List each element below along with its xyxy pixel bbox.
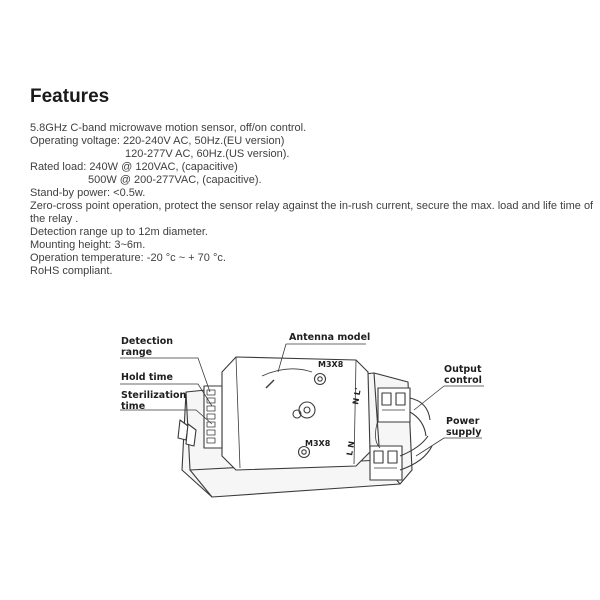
label-sterilization-time: Sterilization	[121, 390, 187, 401]
terminal-marking-power: L N	[345, 440, 357, 457]
terminal-marking-output: N L'	[351, 387, 363, 406]
feature-line: Stand-by power: <0.5w.	[30, 187, 146, 199]
label-hold-time: Hold time	[121, 372, 173, 383]
label-power-supply-2: supply	[446, 427, 482, 438]
label-detection-range-2: range	[121, 347, 153, 358]
features-heading: Features	[30, 86, 110, 107]
feature-line: Rated load: 240W @ 120VAC, (capacitive)	[30, 161, 238, 173]
feature-line: 5.8GHz C-band microwave motion sensor, off/on control.	[30, 122, 307, 134]
label-antenna-model: Antenna model	[289, 332, 371, 343]
label-sterilization-time-2: time	[121, 401, 146, 412]
feature-line: 500W @ 200-277VAC, (capacitive).	[88, 174, 262, 186]
feature-line: Operation temperature: -20 °c ~ + 70 °c.	[30, 252, 226, 264]
feature-line: 120-277V AC, 60Hz.(US version).	[125, 148, 290, 160]
label-detection-range: Detection	[121, 336, 174, 347]
feature-line: RoHS compliant.	[30, 265, 113, 277]
feature-line: Operating voltage: 220-240V AC, 50Hz.(EU version)	[30, 135, 285, 147]
feature-line: Zero-cross point operation, protect the sensor relay against the in-rush current, secure the max. load and life time of the relay .	[30, 200, 594, 225]
label-output-control-2: control	[444, 375, 482, 386]
screw-spec-top: M3X8	[318, 360, 344, 369]
feature-line: Detection range up to 12m diameter.	[30, 226, 208, 238]
label-power-supply: Power	[446, 416, 480, 427]
screw-spec-bottom: M3X8	[305, 439, 331, 448]
feature-line: Mounting height: 3~6m.	[30, 239, 146, 251]
label-output-control: Output	[444, 364, 482, 375]
